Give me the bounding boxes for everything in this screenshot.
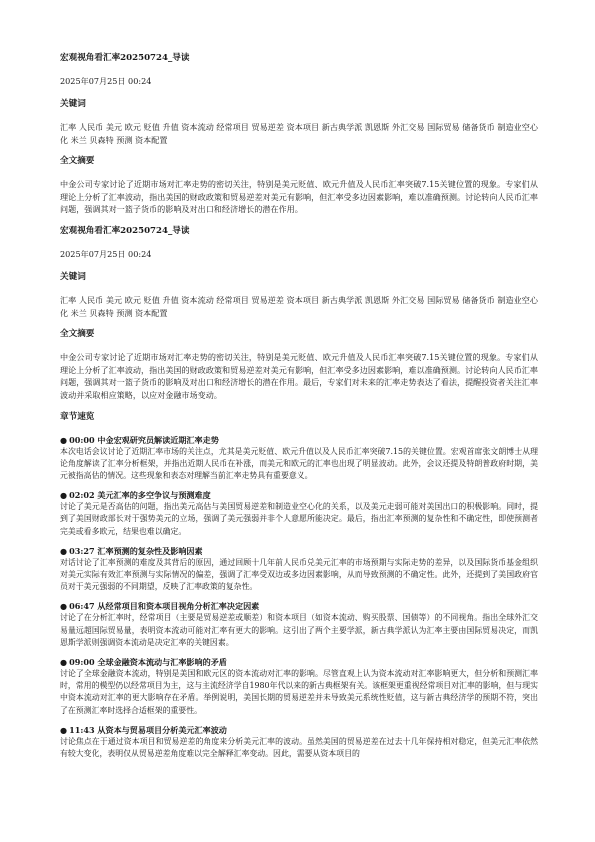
- chapter-heading[interactable]: [60, 434, 538, 446]
- document-date-repeat: 2025年07月25日 00:24: [60, 248, 152, 259]
- chapter-heading[interactable]: [60, 656, 538, 668]
- chapter-heading[interactable]: [60, 600, 538, 612]
- chapter-body: 讨论了在分析汇率时，经常项目（主要是贸易逆差或顺差）和资本项目（如资本流动、购买股票、国债等）的不同视角。指出全球外汇交易量远超国际贸易量，表明资本流动可能对汇率有更大的影响。这引出了两个主要学派，新古典学派认为汇率主要由国际贸易决定，而凯恩斯学派则强调资本流动是决定汇率的关键因素。: [60, 613, 538, 647]
- chapter-title: 11:43 从资本与贸易项目分析美元汇率波动: [69, 724, 227, 735]
- chapter-body: 讨论焦点在于通过资本项目和贸易逆差的角度来分析美元汇率的波动。虽然美国的贸易逆差在过去十几年保持相对稳定，但美元汇率依然有较大变化，表明仅从贸易逆差角度难以完全解释汇率变动。因此，需要从资本项目的: [60, 736, 538, 758]
- chapter-item: [60, 489, 538, 538]
- chapter-item: [60, 434, 538, 483]
- document-title-repeat: 宏观视角看汇率20250724_导读: [60, 225, 190, 236]
- chapter-item: [60, 656, 538, 717]
- bullet-icon: ●: [60, 656, 68, 667]
- chapter-body: 本次电话会议讨论了近期汇率市场的关注点，尤其是美元贬值、欧元升值以及人民币汇率突破7.15的关键位置。宏观首席张文朗博士从理论角度解读了汇率分析框架，并指出近期人民币在补涨，而美元和欧元的汇率也出现了明显波动。此外，会议还提及特朗普政府时期，美元被指高估的情况。这些现象和表态对理解当前汇率走势具有重要意义。: [60, 446, 538, 480]
- keywords-heading: 关键词: [60, 99, 86, 109]
- chapter-body: 对话讨论了汇率预测的难度及其背后的原因，通过回顾十几年前人民币兑美元汇率的市场预期与实际走势的差异，以及国际货币基金组织对美元实际有效汇率预测与实际情况的偏差，强调了汇率受双边或多边因素影响，从而导致预测的不确定性。此外，还提到了美国政府官员对于美元强弱的不同期望，反映了汇率政策的复杂性。: [60, 557, 538, 592]
- chapter-heading[interactable]: [60, 545, 538, 557]
- chapters-heading: 章节速览: [60, 411, 95, 422]
- bullet-icon: ●: [60, 434, 68, 445]
- chapter-item: [60, 600, 538, 649]
- chapter-title: 09:00 全球金融资本流动与汇率影响的矛盾: [69, 656, 227, 667]
- summary-heading: 全文摘要: [60, 156, 95, 167]
- chapter-title: 00:00 中金宏观研究员解读近期汇率走势: [69, 434, 219, 445]
- chapter-title: 06:47 从经常项目和资本项目视角分析汇率决定因素: [69, 601, 260, 612]
- keywords-text: 汇率 人民币 美元 欧元 贬值 升值 资本流动 经常项目 贸易逆差 资本项目 新古典学派 凯恩斯 外汇交易 国际贸易 储备货币 制造业空心化 米兰 贝森特 预测 资本配置: [60, 122, 538, 145]
- keywords-text-repeat: 汇率 人民币 美元 欧元 贬值 升值 资本流动 经常项目 贸易逆差 资本项目 新古典学派 凯恩斯 外汇交易 国际贸易 储备货币 制造业空心化 米兰 贝森特 预测 资本配置: [60, 294, 538, 318]
- chapter-title: 03:27 汇率预测的复杂性及影响因素: [69, 545, 203, 556]
- chapter-title: 02:02 美元汇率的多空争议与预测难度: [69, 490, 211, 501]
- chapter-item: [60, 545, 538, 594]
- chapter-item: [60, 724, 538, 760]
- bullet-icon: ●: [60, 601, 68, 612]
- summary-heading-repeat: 全文摘要: [60, 329, 95, 340]
- chapter-heading[interactable]: [60, 724, 538, 736]
- summary-text: 中金公司专家讨论了近期市场对汇率走势的密切关注，特别是美元贬值、欧元升值及人民币汇率突破7.15关键位置的现象。专家们从理论上分析了汇率波动，指出美国的财政政策和贸易逆差对美元有影响，但汇率受多边因素影响，难以准确预测。讨论转向人民币汇率问题，强调其对一篮子货币的影响及对出口和经济增长的潜在作用。: [60, 179, 538, 215]
- keywords-heading-repeat: 关键词: [60, 271, 86, 282]
- summary-text-repeat: 中金公司专家讨论了近期市场对汇率走势的密切关注，特别是美元贬值、欧元升值及人民币汇率突破7.15关键位置的现象。专家们从理论上分析了汇率波动，指出美国的财政政策和贸易逆差对美元有影响，但汇率受多边因素影响，难以准确预测。讨论转向人民币汇率问题，强调其对一篮子货币的影响及对出口和经济增长的潜在作用。最后，专家们对未来的汇率走势表达了看法，提醒投资者关注汇率波动并采取相应策略，以应对金融市场变动。: [60, 352, 538, 400]
- chapter-heading[interactable]: [60, 489, 538, 501]
- bullet-icon: ●: [60, 490, 68, 501]
- bullet-icon: ●: [60, 724, 68, 735]
- document-title: 宏观视角看汇率20250724_导读: [60, 53, 190, 63]
- chapter-body: 讨论了全球金融资本流动，特别是美国和欧元区的资本流动对汇率的影响。尽管直观上认为资本流动对汇率影响更大，但分析和预测汇率时，常用的模型仍以经常项目为主，这与主流经济学自1980年代以来的新古典框架有关。该框架更重视经常项目对汇率的影响，但与现实中资本流动对汇率的更大影响存在矛盾。举例说明，美国长期的贸易逆差并未导致美元系统性贬值，这与新古典经济学的预期不符，突出了在预测汇率时选择合适框架的重要性。: [60, 668, 538, 715]
- document-page: [60, 53, 538, 767]
- bullet-icon: ●: [60, 545, 68, 556]
- document-date: 2025年07月25日 00:24: [60, 76, 152, 86]
- chapter-body: 讨论了美元是否高估的问题，指出美元高估与美国贸易逆差和制造业空心化的关系，以及美元走弱可能对美国出口的积极影响。同时，提到了美国财政部长对于强势美元的立场，强调了美元强弱并非个人意愿所能决定。最后，指出汇率预测的复杂性和不确定性，即使预测者完美或看多欧元，结果也难以确定。: [60, 502, 538, 536]
